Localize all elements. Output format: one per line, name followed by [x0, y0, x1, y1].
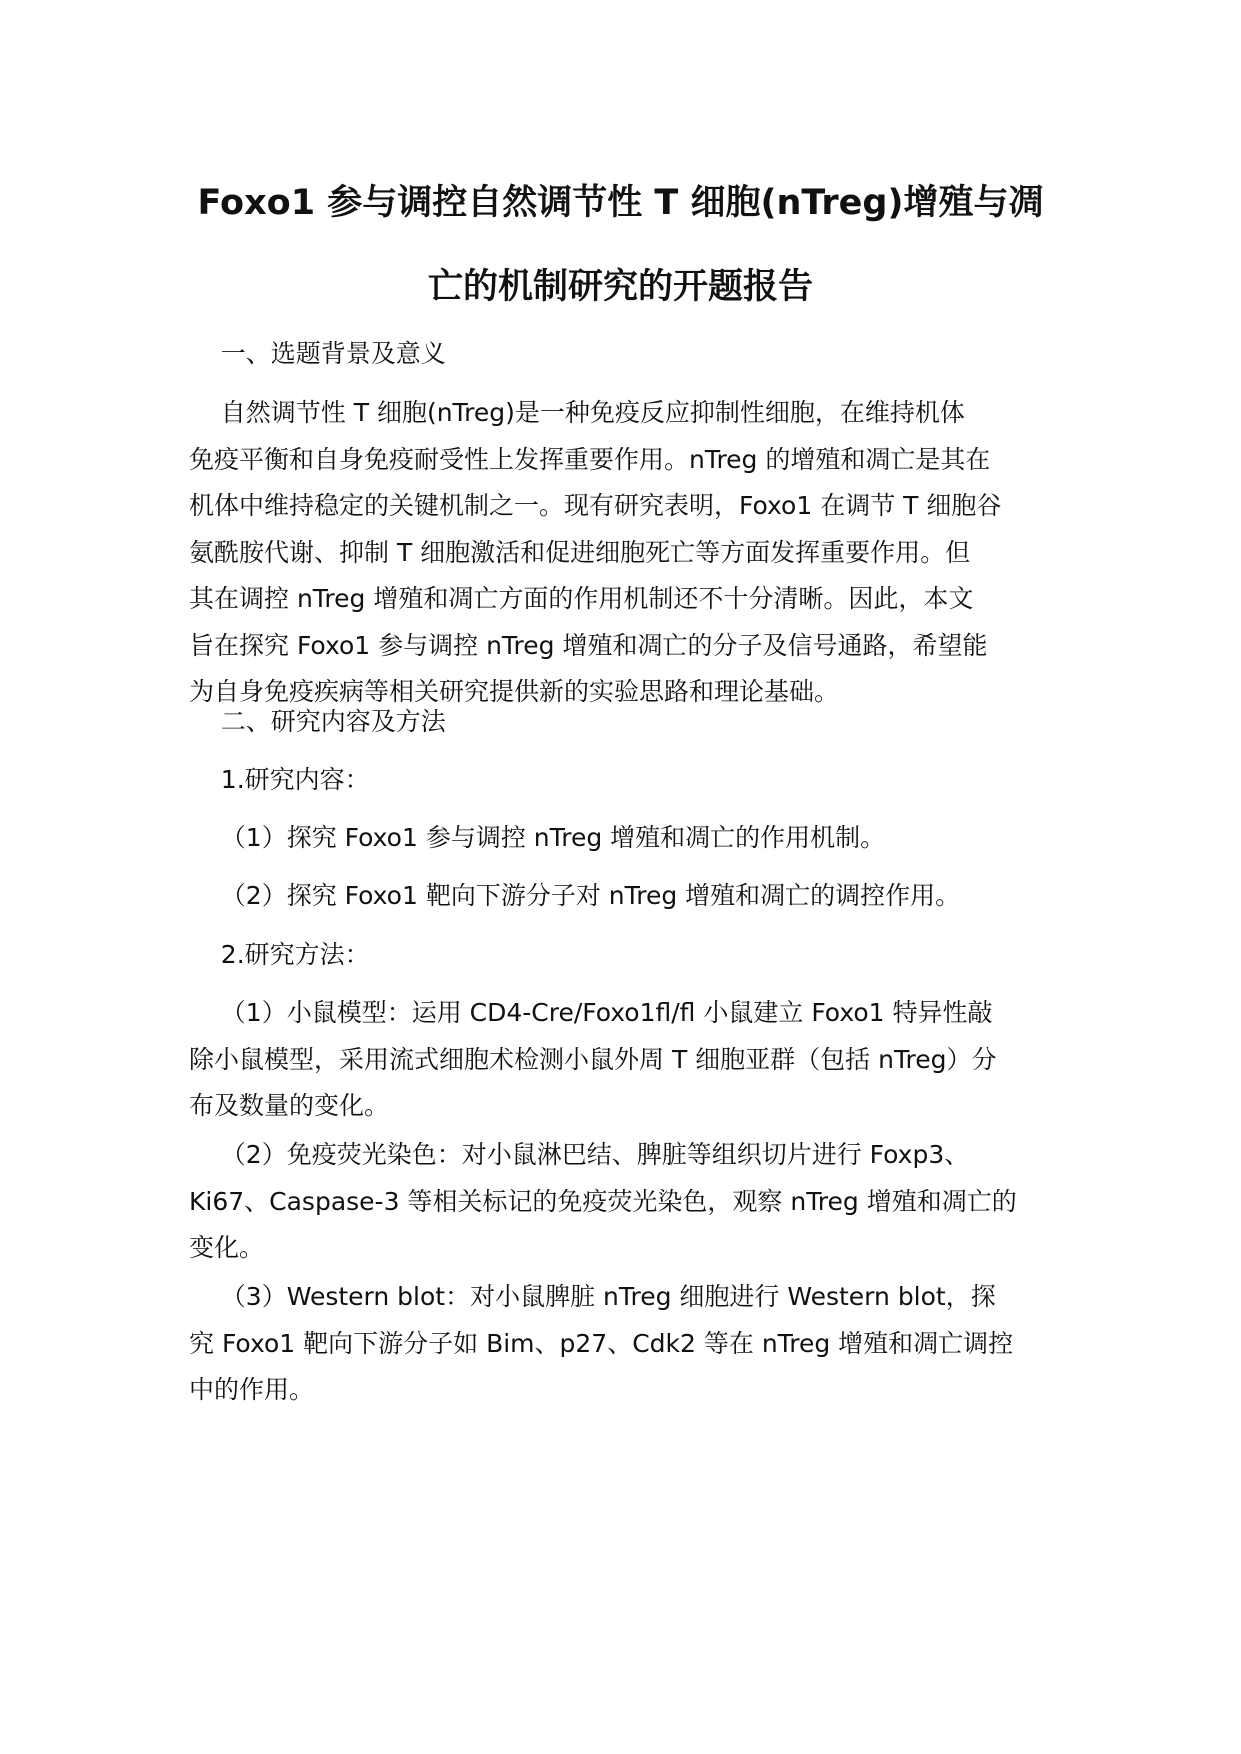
list-item-method-2: （2）免疫荧光染色：对小鼠淋巴结、脾脏等组织切片进行 Foxp3、 Ki67、Caspase-3 等相关标记的免疫荧光染色，观察 nTreg 增殖和凋亡的 变化。: [189, 1140, 1017, 1262]
list-item-method-1: （1）小鼠模型：运用 CD4-Cre/Foxo1fl/fl 小鼠建立 Foxo1 特异性敲 除小鼠模型，采用流式细胞术检测小鼠外周 T 细胞亚群（包括 nTreg）分 布及数量的变化。: [189, 998, 997, 1120]
subheading-research-content: 1.研究内容：: [189, 765, 370, 794]
paragraph-background: 自然调节性 T 细胞(nTreg)是一种免疫反应抑制性细胞，在维持机体 免疫平衡和自身免疫耐受性上发挥重要作用。nTreg 的增殖和凋亡是其在 机体中维持稳定的关键机制之一。现有研究表明，Foxo1 在调节 T 细胞谷 氨酰胺代谢、抑制 T 细胞激活和促进细胞死亡等方面发挥重要作用。但 其在调控 nTreg 增殖和凋亡方面的作用机制还不十分清晰。因此，本文 旨在探究 Foxo1 参与调控 nTreg 增殖和凋亡的分子及信号通路，希望能 为自身免疫疾病等相关研究提供新的实验思路和理论基础。: [189, 398, 1002, 706]
list-item-content-2: （2）探究 Foxo1 靶向下游分子对 nTreg 增殖和凋亡的调控作用。: [189, 881, 961, 910]
subheading-research-methods: 2.研究方法：: [189, 940, 370, 969]
list-item-content-1: （1）探究 Foxo1 参与调控 nTreg 增殖和凋亡的作用机制。: [189, 823, 886, 852]
document-title-line-2: 亡的机制研究的开题报告: [427, 267, 813, 307]
section-heading-content-methods: 二、研究内容及方法: [189, 707, 446, 736]
list-item-method-3: （3）Western blot：对小鼠脾脏 nTreg 细胞进行 Western blot，探 究 Foxo1 靶向下游分子如 Bim、p27、Cdk2 等在 nTreg 增殖和凋亡调控 中的作用。: [189, 1282, 1014, 1404]
section-heading-background: 一、选题背景及意义: [189, 339, 446, 368]
document-title-line-1: Foxo1 参与调控自然调节性 T 细胞(nTreg)增殖与凋: [197, 183, 1044, 223]
